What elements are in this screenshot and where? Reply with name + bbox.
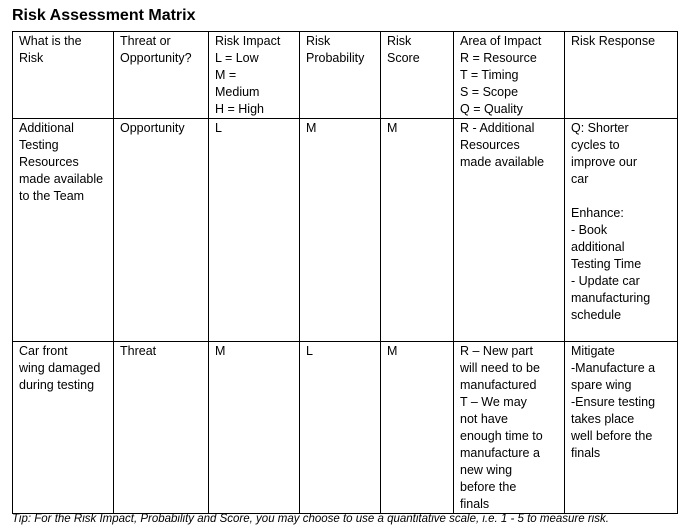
cell-risk-response: Mitigate -Manufacture a spare wing -Ensure testing takes place well before the finals [565, 342, 678, 514]
header-risk-probability: Risk Probability [300, 32, 381, 119]
tip-text: Tip: For the Risk Impact, Probability and Score, you may choose to use a quantitative scale, i.e. 1 - 5 to measure risk. [12, 513, 609, 525]
cell-risk-score: M [381, 342, 454, 514]
header-risk-response: Risk Response [565, 32, 678, 119]
cell-risk-impact: M [209, 342, 300, 514]
cell-risk-probability: L [300, 342, 381, 514]
cell-risk-probability: M [300, 119, 381, 342]
cell-what-is-the-risk: Additional Testing Resources made available to the Team [13, 119, 114, 342]
risk-matrix-table [12, 31, 678, 514]
header-risk-impact: Risk Impact L = Low M = Medium H = High [209, 32, 300, 119]
header-threat-or-opportunity: Threat or Opportunity? [114, 32, 209, 119]
cell-threat-or-opportunity: Threat [114, 342, 209, 514]
table-row [13, 119, 678, 342]
cell-area-of-impact: R - Additional Resources made available [454, 119, 565, 342]
cell-what-is-the-risk: Car front wing damaged during testing [13, 342, 114, 514]
header-row [13, 32, 678, 119]
paragraph-gap [571, 188, 673, 205]
cell-area-of-impact: R – New part will need to be manufactured T – We may not have enough time to manufacture a new wing before the finals [454, 342, 565, 514]
cell-risk-impact: L [209, 119, 300, 342]
page-title: Risk Assessment Matrix [12, 7, 196, 24]
table-row [13, 342, 678, 514]
cell-risk-score: M [381, 119, 454, 342]
header-what-is-the-risk: What is the Risk [13, 32, 114, 119]
cell-threat-or-opportunity: Opportunity [114, 119, 209, 342]
cell-risk-response: Q: Shorter cycles to improve our car Enhance: - Book additional Testing Time - Update car manufacturing schedule [565, 119, 678, 342]
header-risk-score: Risk Score [381, 32, 454, 119]
header-area-of-impact: Area of Impact R = Resource T = Timing S = Scope Q = Quality [454, 32, 565, 119]
